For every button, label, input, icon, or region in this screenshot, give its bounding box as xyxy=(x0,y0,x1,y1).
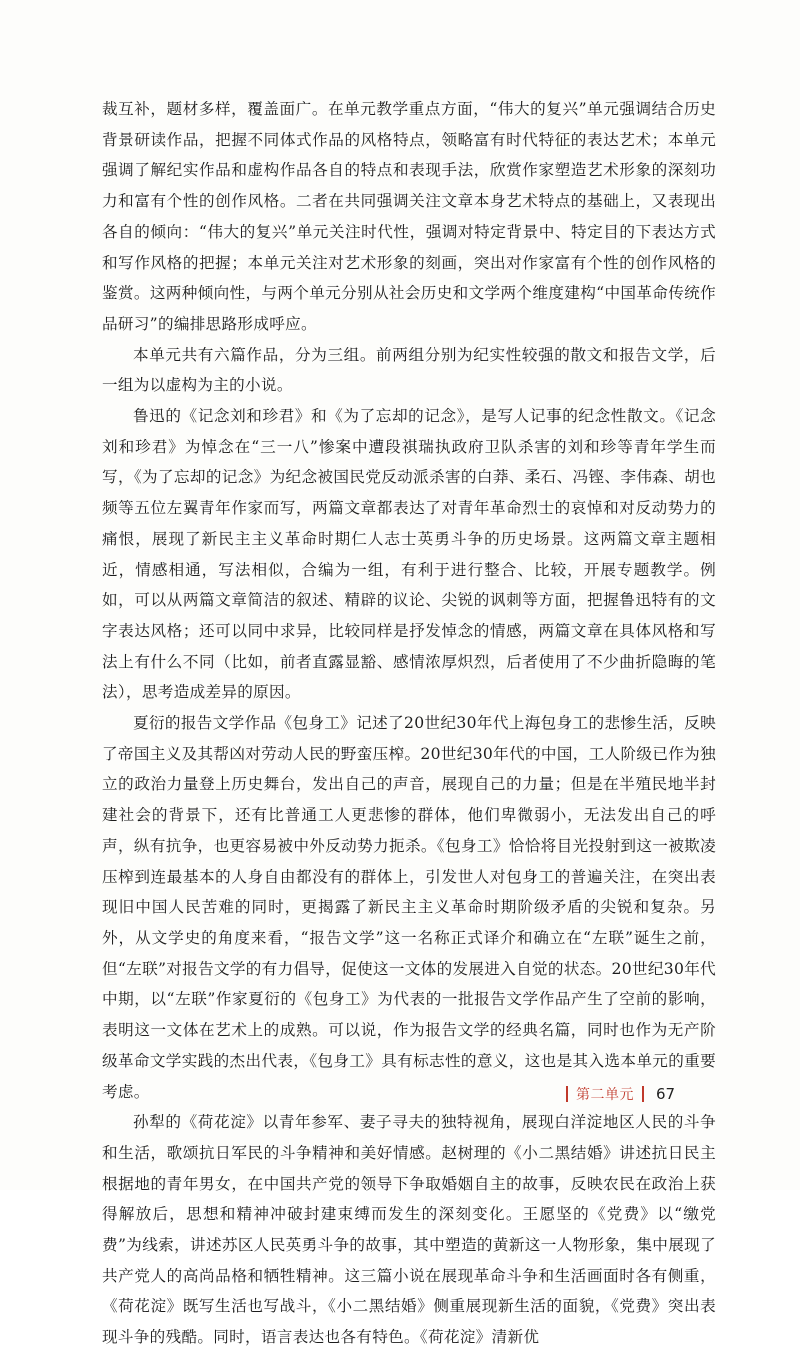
paragraph-4: 夏衍的报告文学作品《包身工》记述了20世纪30年代上海包身工的悲惨生活，反映了帝国主义及其帮凶对劳动人民的野蛮压榨。20世纪30年代的中国，工人阶级已作为独立的政治力量登上历史舞台，发出自己的声音，展现自己的力量；但是在半殖民地半封建社会的背景下，还有比普通工人更悲惨的群体，他们卑微弱小，无法发出自己的呼声，纵有抗争，也更容易被中外反动势力扼杀。《包身工》恰恰将目光投射到这一被欺凌压榨到连最基本的人身自由都没有的群体上，引发世人对包身工的普遍关注，在突出表现旧中国人民苦难的同时，更揭露了新民主主义革命时期阶级矛盾的尖锐和复杂。另外，从文学史的角度来看，“报告文学”这一名称正式译介和确立在“左联”诞生之前，但“左联”对报告文学的有力倡导，促使这一文体的发展进入自觉的状态。20世纪30年代中期，以“左联”作家夏衍的《包身工》为代表的一批报告文学作品产生了空前的影响，表明这一文体在艺术上的成熟。可以说，作为报告文学的经典名篇，同时也作为无产阶级革命文学实践的杰出代表，《包身工》具有标志性的意义，这也是其入选本单元的重要考虑。 xyxy=(102,714,716,1101)
paragraph-3: 鲁迅的《记念刘和珍君》和《为了忘却的记念》，是写人记事的纪念性散文。《记念刘和珍君》为悼念在“三一八”惨案中遭段祺瑞执政府卫队杀害的刘和珍等青年学生而写，《为了忘却的记念》为纪念被国民党反动派杀害的白莽、柔石、冯铿、李伟森、胡也频等五位左翼青年作家而写，两篇文章都表达了对青年革命烈士的哀悼和对反动势力的痛恨，展现了新民主主义革命时期仁人志士英勇斗争的历史场景。这两篇文章主题相近，情感相通，写法相似，合编为一组，有利于进行整合、比较，开展专题教学。例如，可以从两篇文章简洁的叙述、精辟的议论、尖锐的讽刺等方面，把握鲁迅特有的文字表达风格；还可以同中求异，比较同样是抒发悼念的情感，两篇文章在具体风格和写法上有什么不同（比如，前者直露显豁、感情浓厚炽烈，后者使用了不少曲折隐晦的笔法），思考造成差异的原因。 xyxy=(102,407,716,702)
page-footer xyxy=(566,1082,675,1106)
unit-label: 第二单元 xyxy=(576,1087,634,1103)
paragraph-2: 本单元共有六篇作品，分为三组。前两组分别为纪实性较强的散文和报告文学，后一组为以虚构为主的小说。 xyxy=(102,345,716,395)
footer-right-divider xyxy=(642,1086,644,1102)
paragraph-1: 裁互补，题材多样，覆盖面广。在单元教学重点方面，“伟大的复兴”单元强调结合历史背景研读作品，把握不同体式作品的风格特点，领略富有时代特征的表达艺术；本单元强调了解纪实作品和虚构作品各自的特点和表现手法，欣赏作家塑造艺术形象的深刻功力和富有个性的创作风格。二者在共同强调关注文章本身艺术特点的基础上，又表现出各自的倾向：“伟大的复兴”单元关注时代性，强调对特定背景中、特定目的下表达方式和写作风格的把握；本单元关注对艺术形象的刻画，突出对作家富有个性的创作风格的鉴赏。这两种倾向性，与两个单元分别从社会历史和文学两个维度建构“中国革命传统作品研习”的编排思路形成呼应。 xyxy=(102,100,716,333)
paragraph-5: 孙犁的《荷花淀》以青年参军、妻子寻夫的独特视角，展现白洋淀地区人民的斗争和生活，歌颂抗日军民的斗争精神和美好情感。赵树理的《小二黑结婚》讲述抗日民主根据地的青年男女，在中国共产党的领导下争取婚姻自主的故事，反映农民在政治上获得解放后，思想和精神冲破封建束缚而发生的深刻变化。王愿坚的《党费》以“缴党费”为线索，讲述苏区人民英勇斗争的故事，其中塑造的黄新这一人物形象，集中展现了共产党人的高尚品格和牺牲精神。这三篇小说在展现革命斗争和生活画面时各有侧重，《荷花淀》既写生活也写战斗，《小二黑结婚》侧重展现新生活的面貌，《党费》突出表现斗争的残酷。同时，语言表达也各有特色。《荷花淀》清新优 xyxy=(102,1113,716,1347)
page-body xyxy=(102,94,716,1353)
page-number: 67 xyxy=(656,1085,676,1103)
footer-left-divider xyxy=(566,1086,568,1102)
